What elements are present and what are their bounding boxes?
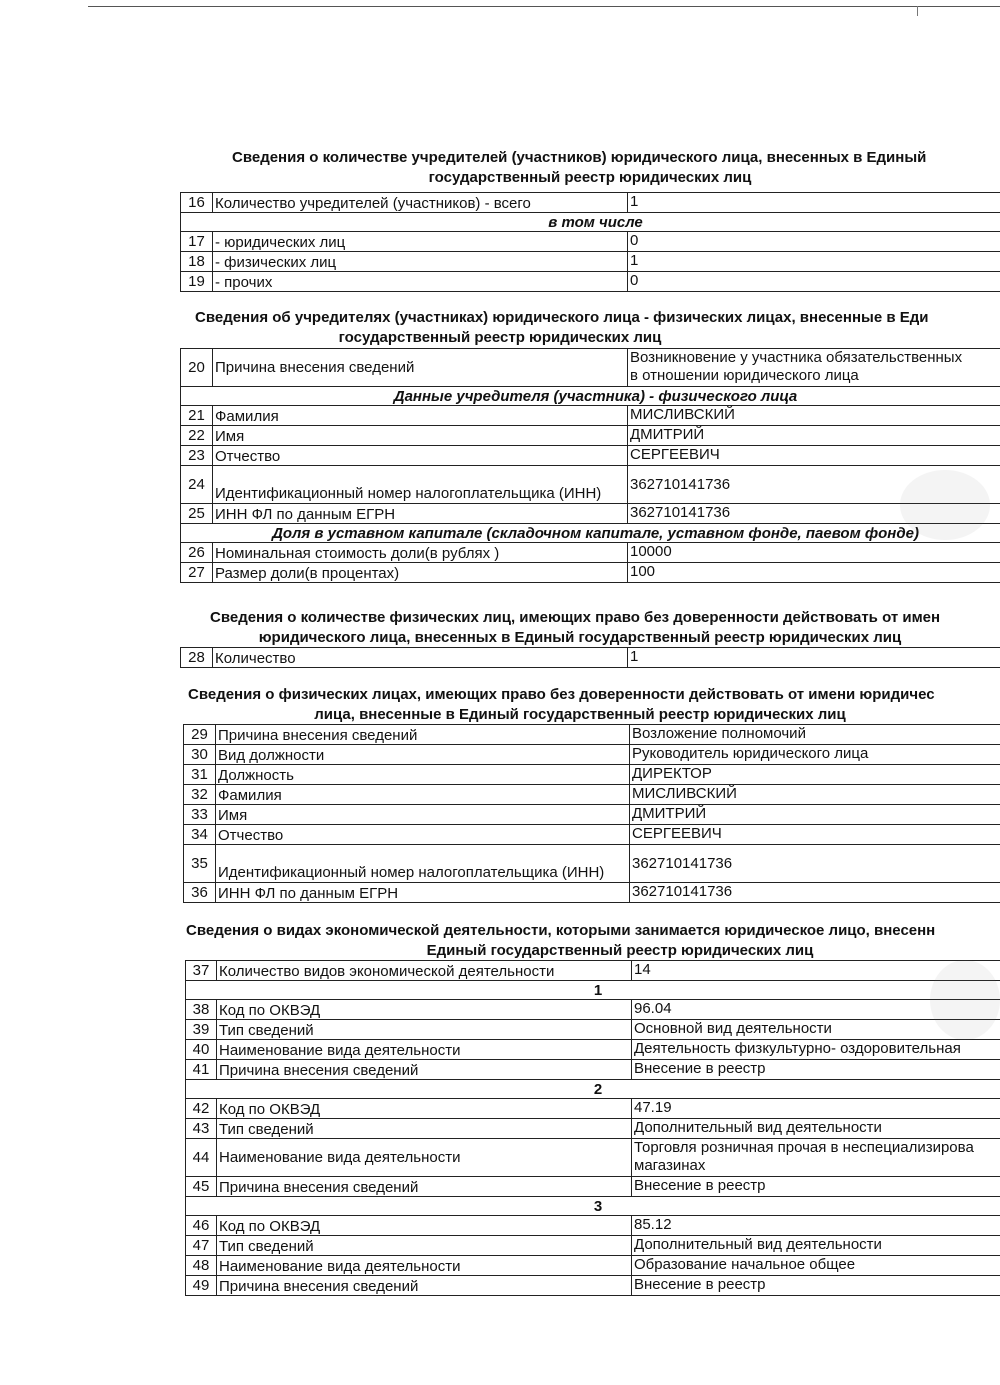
subsection-title: Данные учредителя (участника) - физического лица	[181, 387, 1000, 406]
table-row	[186, 1177, 1000, 1197]
table-row	[181, 543, 1000, 563]
row-number: 47	[186, 1236, 217, 1256]
field-label: Код по ОКВЭД	[217, 1099, 632, 1119]
section-title	[180, 685, 1000, 725]
section-title-line-2: государственный реестр юридических лиц	[338, 329, 662, 346]
section-title-line-1: Сведения о видах экономической деятельности, которыми занимается юридическое лицо, внесенн	[186, 922, 936, 939]
table-row	[186, 1119, 1000, 1139]
section-title-line-1: Сведения о количестве физических лиц, имеющих право без доверенности действовать от имен	[210, 609, 941, 626]
table-row	[184, 805, 1000, 825]
founders-table	[180, 348, 1000, 583]
field-label: - юридических лиц	[213, 232, 628, 252]
row-number: 20	[181, 349, 213, 387]
entry-index: 2	[186, 1080, 1000, 1099]
field-value: 1	[628, 648, 1000, 668]
table-row	[184, 765, 1000, 785]
field-value: Внесение в реестр	[632, 1060, 1000, 1080]
section-title-line-1: Сведения о количестве учредителей (участников) юридического лица, внесенных в Единый	[232, 149, 927, 166]
row-number: 32	[184, 785, 216, 805]
field-label: Должность	[216, 765, 630, 785]
row-number: 43	[186, 1119, 217, 1139]
field-value: Внесение в реестр	[632, 1276, 1000, 1296]
table-row	[184, 883, 1000, 903]
table-row	[186, 1099, 1000, 1119]
table-row	[186, 1040, 1000, 1060]
field-label: Идентификационный номер налогоплательщика (ИНН)	[213, 466, 628, 504]
row-number: 16	[181, 193, 213, 213]
table-row	[181, 466, 1000, 504]
table-row	[181, 272, 1000, 292]
row-number: 30	[184, 745, 216, 765]
field-value: МИСЛИВСКИЙ	[628, 406, 1000, 426]
field-value: Деятельность физкультурно- оздоровительная	[632, 1040, 1000, 1060]
row-number: 27	[181, 563, 213, 583]
field-label: Тип сведений	[217, 1236, 632, 1256]
entry-index-row	[186, 1080, 1000, 1099]
row-number: 21	[181, 406, 213, 426]
field-value: 1	[628, 193, 1000, 213]
row-number: 38	[186, 1000, 217, 1020]
founders-count-table	[180, 192, 1000, 292]
table-row	[181, 426, 1000, 446]
field-value: Дополнительный вид деятельности	[632, 1119, 1000, 1139]
field-label: Тип сведений	[217, 1020, 632, 1040]
entry-index-row	[186, 981, 1000, 1000]
table-row	[186, 1256, 1000, 1276]
scan-smudge	[900, 470, 990, 540]
row-number: 29	[184, 725, 216, 745]
row-number: 18	[181, 252, 213, 272]
row-number: 40	[186, 1040, 217, 1060]
field-value: 14	[632, 961, 1000, 981]
row-number: 26	[181, 543, 213, 563]
row-number: 25	[181, 504, 213, 524]
field-label: Размер доли(в процентах)	[213, 563, 628, 583]
row-number: 48	[186, 1256, 217, 1276]
row-number: 23	[181, 446, 213, 466]
table-row	[186, 1236, 1000, 1256]
row-number: 45	[186, 1177, 217, 1197]
field-label: Наименование вида деятельности	[217, 1256, 632, 1276]
section-title-line-2: государственный реестр юридических лиц	[428, 169, 752, 186]
field-label: ИНН ФЛ по данным ЕГРН	[216, 883, 630, 903]
field-label: Фамилия	[213, 406, 628, 426]
section-title	[180, 608, 1000, 648]
field-value: ДИРЕКТОР	[630, 765, 1000, 785]
field-value: 100	[628, 563, 1000, 583]
row-number: 49	[186, 1276, 217, 1296]
field-label: Фамилия	[216, 785, 630, 805]
section-title-line-2: Единый государственный реестр юридических лиц	[426, 942, 814, 959]
subsection-title: в том числе	[181, 213, 1000, 232]
row-number: 17	[181, 232, 213, 252]
row-number: 33	[184, 805, 216, 825]
field-value: 362710141736	[630, 845, 1000, 883]
row-number: 37	[186, 961, 217, 981]
field-value: Возникновение у участника обязательственных в отношении юридического лица	[628, 349, 1000, 387]
scan-smudge	[930, 960, 1000, 1040]
field-label: Имя	[216, 805, 630, 825]
field-value: 1	[628, 252, 1000, 272]
table-row	[184, 825, 1000, 845]
field-value: 96.04	[632, 1000, 1000, 1020]
table-row	[181, 504, 1000, 524]
field-value: Дополнительный вид деятельности	[632, 1236, 1000, 1256]
field-value: 362710141736	[628, 466, 1000, 504]
table-row	[181, 232, 1000, 252]
entry-index-row	[186, 1197, 1000, 1216]
field-label: Отчество	[213, 446, 628, 466]
row-number: 22	[181, 426, 213, 446]
field-value: СЕРГЕЕВИЧ	[628, 446, 1000, 466]
field-label: Количество учредителей (участников) - всего	[213, 193, 628, 213]
row-number: 42	[186, 1099, 217, 1119]
subsection-header-row	[181, 387, 1000, 406]
field-label: Идентификационный номер налогоплательщика (ИНН)	[216, 845, 630, 883]
field-label: Код по ОКВЭД	[217, 1000, 632, 1020]
field-value: Основной вид деятельности	[632, 1020, 1000, 1040]
field-label: Отчество	[216, 825, 630, 845]
table-row	[181, 252, 1000, 272]
field-label: - прочих	[213, 272, 628, 292]
table-row	[181, 349, 1000, 387]
field-value: Возложение полномочий	[630, 725, 1000, 745]
table-row	[186, 1000, 1000, 1020]
field-label: Количество видов экономической деятельности	[217, 961, 632, 981]
subsection-header-row	[181, 524, 1000, 543]
section-title-line-1: Сведения об учредителях (участниках) юридического лица - физических лицах, внесенные в Еди	[195, 309, 929, 326]
field-label: ИНН ФЛ по данным ЕГРН	[213, 504, 628, 524]
field-value: 362710141736	[630, 883, 1000, 903]
field-label: Причина внесения сведений	[216, 725, 630, 745]
table-row	[181, 648, 1000, 668]
section-title-line-2: лица, внесенные в Единый государственный реестр юридических лиц	[314, 706, 846, 723]
row-number: 39	[186, 1020, 217, 1040]
table-row	[181, 406, 1000, 426]
field-value: Внесение в реестр	[632, 1177, 1000, 1197]
field-value: 362710141736	[628, 504, 1000, 524]
row-number: 41	[186, 1060, 217, 1080]
entry-index: 1	[186, 981, 1000, 1000]
table-row	[186, 1216, 1000, 1236]
field-label: - физических лиц	[213, 252, 628, 272]
field-label: Наименование вида деятельности	[217, 1040, 632, 1060]
field-label: Наименование вида деятельности	[217, 1139, 632, 1177]
section-title	[180, 921, 1000, 961]
section-title-line-2: юридического лица, внесенных в Единый государственный реестр юридических лиц	[258, 629, 902, 646]
field-value: 0	[628, 272, 1000, 292]
row-number: 19	[181, 272, 213, 292]
section-title	[180, 308, 1000, 348]
field-label: Причина внесения сведений	[217, 1177, 632, 1197]
row-number: 31	[184, 765, 216, 785]
field-label: Причина внесения сведений	[217, 1276, 632, 1296]
section-title	[180, 148, 1000, 188]
row-number: 35	[184, 845, 216, 883]
subsection-title: Доля в уставном капитале (складочном капитале, уставном фонде, паевом фонде)	[181, 524, 1000, 543]
field-value: 0	[628, 232, 1000, 252]
field-value: 10000	[628, 543, 1000, 563]
field-label: Номинальная стоимость доли(в рублях )	[213, 543, 628, 563]
field-value: СЕРГЕЕВИЧ	[630, 825, 1000, 845]
field-label: Тип сведений	[217, 1119, 632, 1139]
field-value: ДМИТРИЙ	[628, 426, 1000, 446]
subsection-header-row	[181, 213, 1000, 232]
table-row	[186, 1139, 1000, 1177]
field-value: ДМИТРИЙ	[630, 805, 1000, 825]
table-row	[186, 1276, 1000, 1296]
field-value: 85.12	[632, 1216, 1000, 1236]
field-value: Торговля розничная прочая в неспециализирова магазинах	[632, 1139, 1000, 1177]
table-row	[181, 193, 1000, 213]
row-number: 28	[181, 648, 213, 668]
table-row	[181, 446, 1000, 466]
field-value: Руководитель юридического лица	[630, 745, 1000, 765]
field-label: Причина внесения сведений	[213, 349, 628, 387]
field-label: Код по ОКВЭД	[217, 1216, 632, 1236]
table-row	[181, 563, 1000, 583]
authorized-persons-table	[183, 724, 1000, 903]
table-row	[184, 745, 1000, 765]
row-number: 46	[186, 1216, 217, 1236]
authorized-persons-count-table	[180, 647, 1000, 668]
table-row	[186, 961, 1000, 981]
field-value: МИСЛИВСКИЙ	[630, 785, 1000, 805]
field-label: Имя	[213, 426, 628, 446]
section-title-line-1: Сведения о физических лицах, имеющих право без доверенности действовать от имени юридичес	[188, 686, 935, 703]
entry-index: 3	[186, 1197, 1000, 1216]
field-label: Количество	[213, 648, 628, 668]
field-value: 47.19	[632, 1099, 1000, 1119]
field-label: Вид должности	[216, 745, 630, 765]
table-row	[184, 725, 1000, 745]
row-number: 24	[181, 466, 213, 504]
row-number: 44	[186, 1139, 217, 1177]
row-number: 36	[184, 883, 216, 903]
economic-activities-table	[185, 960, 1000, 1296]
table-row	[186, 1060, 1000, 1080]
table-row	[184, 785, 1000, 805]
field-label: Причина внесения сведений	[217, 1060, 632, 1080]
table-row	[186, 1020, 1000, 1040]
field-value: Образование начальное общее	[632, 1256, 1000, 1276]
row-number: 34	[184, 825, 216, 845]
table-row	[184, 845, 1000, 883]
